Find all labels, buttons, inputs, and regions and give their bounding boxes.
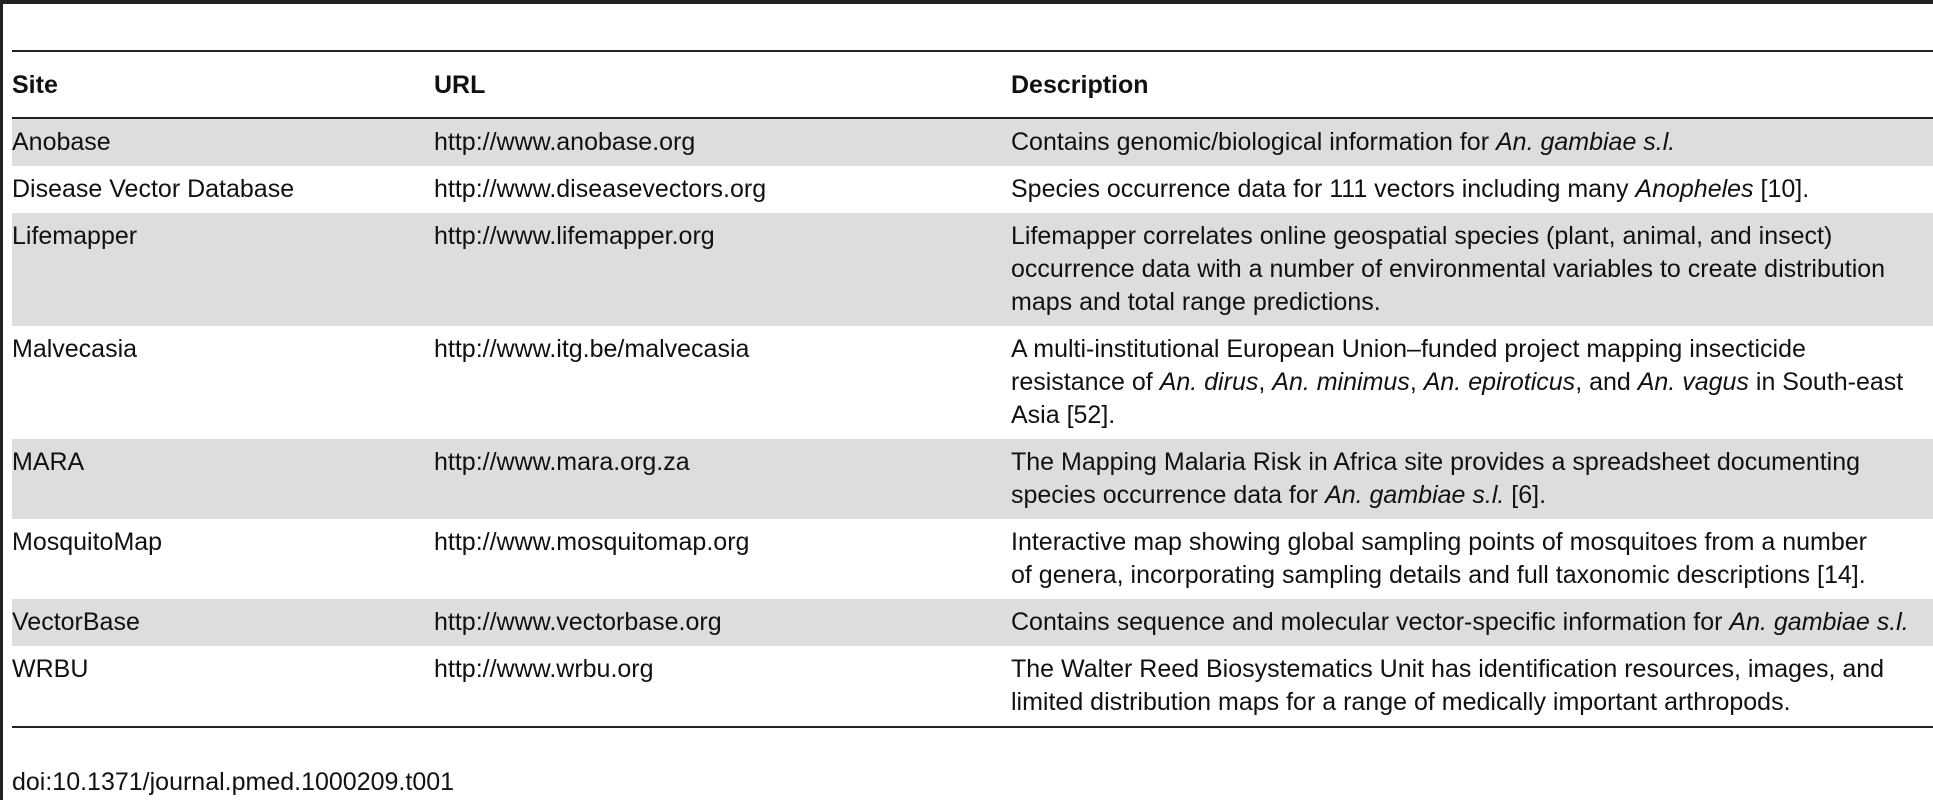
cell-description xyxy=(1011,166,1933,213)
cell-url: http://www.lifemapper.org xyxy=(434,213,1011,326)
italic-taxon: An. gambiae s.l. xyxy=(1495,128,1676,156)
text-segment: [6]. xyxy=(1504,481,1547,509)
text-segment: limited distribution maps for a range of medically important arthropods. xyxy=(1011,688,1791,716)
table-row xyxy=(12,326,1933,439)
table-body xyxy=(12,118,1933,727)
cell-url: http://www.wrbu.org xyxy=(434,655,654,683)
text-segment: maps and total range predictions. xyxy=(1011,288,1381,316)
header-url: URL xyxy=(434,71,486,99)
table-row xyxy=(12,118,1933,166)
left-rule xyxy=(0,0,3,800)
italic-taxon: An. gambiae s.l. xyxy=(1325,481,1505,509)
text-segment: The Mapping Malaria Risk in Africa site provides a spreadsheet documenting xyxy=(1011,448,1861,476)
cell-site: Lifemapper xyxy=(12,213,434,326)
description-line xyxy=(1011,606,1933,639)
top-rule xyxy=(0,0,1933,4)
cell-site: WRBU xyxy=(12,655,89,683)
text-segment: in South-east xyxy=(1748,368,1904,396)
cell-site: MosquitoMap xyxy=(12,528,163,556)
sites-table xyxy=(12,50,1933,728)
description-line xyxy=(1011,220,1933,253)
description-line xyxy=(1011,253,1933,286)
table-container xyxy=(12,50,1933,728)
cell-site: MARA xyxy=(12,439,434,519)
description-line xyxy=(1011,446,1933,479)
cell-url: http://www.anobase.org xyxy=(434,118,1011,166)
text-segment: Lifemapper correlates online geospatial species (plant, animal, and insect) xyxy=(1011,222,1833,250)
cell-url: http://www.diseasevectors.org xyxy=(434,175,767,203)
table-row xyxy=(12,439,1933,519)
cell-url: http://www.mosquitomap.org xyxy=(434,528,750,556)
cell-site: Anobase xyxy=(12,118,434,166)
description-line xyxy=(1011,366,1933,399)
doi-footer: doi:10.1371/journal.pmed.1000209.t001 xyxy=(12,768,455,796)
cell-description xyxy=(1011,646,1933,727)
text-segment: , and xyxy=(1575,368,1638,396)
text-segment: The Walter Reed Biosystematics Unit has identification resources, images, and xyxy=(1011,655,1885,683)
description-line xyxy=(1011,479,1933,512)
description-line xyxy=(1011,559,1933,592)
italic-taxon: An. dirus xyxy=(1159,368,1259,396)
table-row xyxy=(12,213,1933,326)
description-line xyxy=(1011,399,1933,432)
text-segment: A multi-institutional European Union–funded project mapping insecticide xyxy=(1011,335,1806,363)
text-segment: Contains genomic/biological information for xyxy=(1011,128,1496,156)
cell-url: http://www.mara.org.za xyxy=(434,439,1011,519)
description-line xyxy=(1011,526,1933,559)
cell-url: http://www.itg.be/malvecasia xyxy=(434,335,750,363)
cell-description xyxy=(1011,439,1933,519)
text-segment: Contains sequence and molecular vector-specific information for xyxy=(1011,608,1730,636)
text-segment: occurrence data with a number of environmental variables to create distribution xyxy=(1011,255,1886,283)
italic-taxon: An. minimus xyxy=(1272,368,1410,396)
description-line xyxy=(1011,126,1933,159)
description-line xyxy=(1011,653,1933,686)
cell-description xyxy=(1011,326,1933,439)
header-site: Site xyxy=(12,71,58,99)
cell-description xyxy=(1011,599,1933,646)
text-segment: resistance of xyxy=(1011,368,1160,396)
table-row xyxy=(12,646,1933,727)
text-segment: species occurrence data for xyxy=(1011,481,1326,509)
text-segment: of genera, incorporating sampling details and full taxonomic descriptions [14]. xyxy=(1011,561,1866,589)
italic-taxon: An. gambiae s.l. xyxy=(1729,608,1909,636)
table-row xyxy=(12,599,1933,646)
italic-taxon: Anopheles xyxy=(1635,175,1754,203)
description-line xyxy=(1011,173,1933,206)
cell-url: http://www.vectorbase.org xyxy=(434,599,1011,646)
cell-description xyxy=(1011,213,1933,326)
description-line xyxy=(1011,286,1933,319)
italic-taxon: An. vagus xyxy=(1637,368,1749,396)
cell-site: Disease Vector Database xyxy=(12,175,295,203)
text-segment: Species occurrence data for 111 vectors including many xyxy=(1011,175,1636,203)
text-segment: Interactive map showing global sampling points of mosquitoes from a number xyxy=(1011,528,1867,556)
table-row xyxy=(12,166,1933,213)
description-line xyxy=(1011,686,1933,719)
text-segment: , xyxy=(1409,368,1424,396)
cell-site: Malvecasia xyxy=(12,335,138,363)
text-segment: , xyxy=(1258,368,1273,396)
cell-site: VectorBase xyxy=(12,599,434,646)
cell-description xyxy=(1011,519,1933,599)
italic-taxon: An. epiroticus xyxy=(1423,368,1576,396)
table-header-row xyxy=(12,51,1933,118)
table-row xyxy=(12,519,1933,599)
header-description: Description xyxy=(1011,71,1149,99)
text-segment: [10]. xyxy=(1753,175,1810,203)
description-line xyxy=(1011,333,1933,366)
text-segment: Asia [52]. xyxy=(1011,401,1116,429)
cell-description xyxy=(1011,118,1933,166)
